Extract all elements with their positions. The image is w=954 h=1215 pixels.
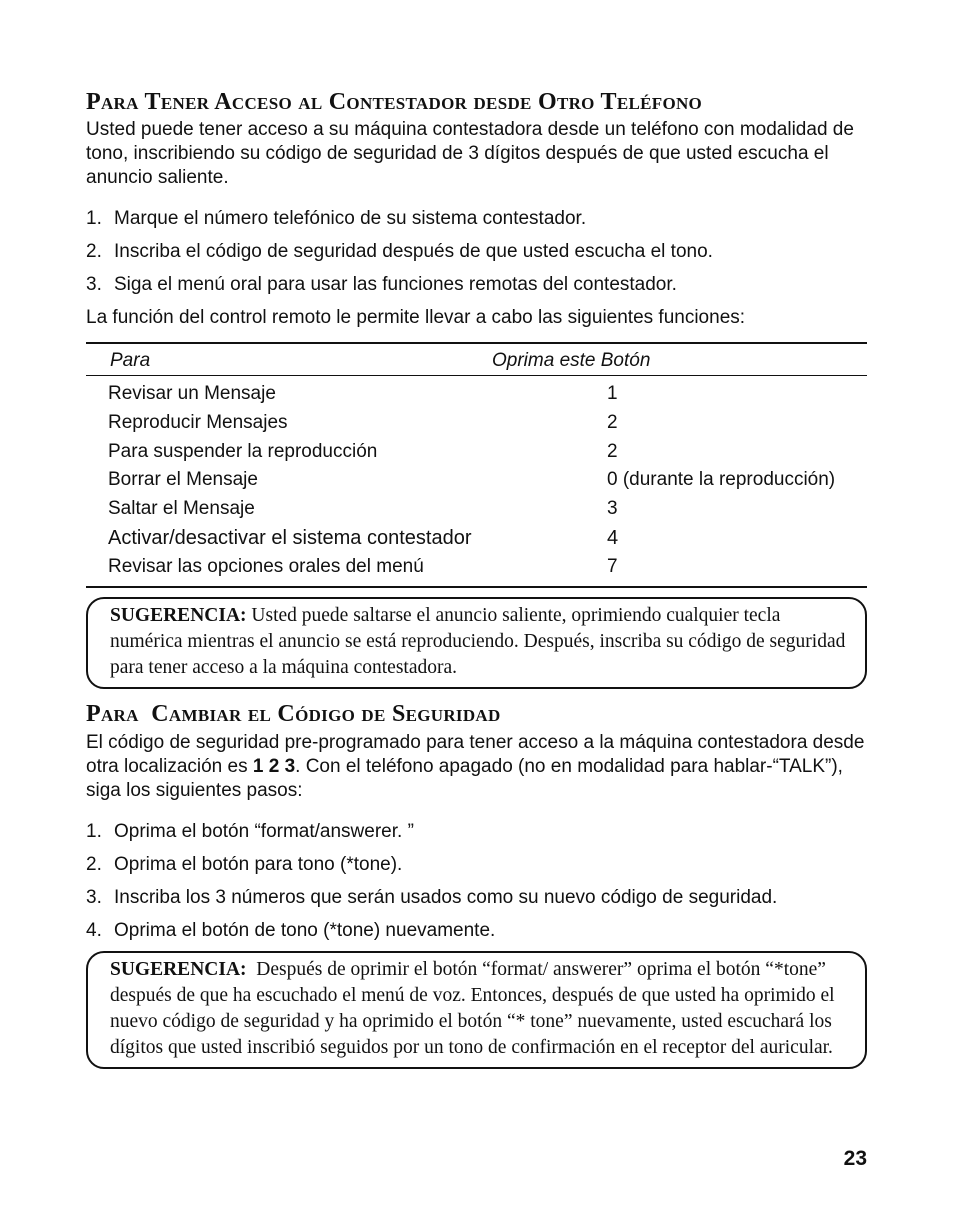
tip-box-outgoing bbox=[86, 597, 867, 689]
page-number: 23 bbox=[843, 1147, 867, 1170]
row-action: Reproducir Mensajes bbox=[108, 411, 288, 433]
list-item bbox=[86, 240, 867, 264]
remote-access-steps bbox=[86, 207, 867, 297]
list-item bbox=[86, 919, 867, 943]
step-number: 4. bbox=[86, 919, 102, 941]
page bbox=[86, 0, 867, 1069]
header-oprima: Oprima este Botón bbox=[492, 350, 651, 371]
step-text: Marque el número telefónico de su sistema contestador. bbox=[114, 208, 587, 229]
row-button: 4 bbox=[607, 526, 619, 549]
security-code-steps bbox=[86, 820, 867, 943]
row-action: Activar/desactivar el sistema contestador bbox=[108, 526, 472, 549]
step-text: Inscriba los 3 números que serán usados como su nuevo código de seguridad. bbox=[114, 886, 778, 908]
default-code: 1 2 3 bbox=[252, 755, 296, 777]
tip-box-tone bbox=[86, 951, 867, 1069]
intro-text-cont: . Con el teléfono apagado (no en modalidad para hablar-“TALK”), siga los siguientes pasos: bbox=[86, 755, 843, 801]
step-text: Inscriba el código de seguridad después de que usted escucha el tono. bbox=[114, 241, 713, 262]
section-heading-security-code: Para Cambiar el Código de Seguridad bbox=[86, 700, 501, 727]
row-action: Revisar un Mensaje bbox=[108, 383, 276, 404]
step-number: 2. bbox=[86, 241, 102, 262]
tip-label: SUGERENCIA: bbox=[110, 958, 247, 980]
step-number: 3. bbox=[86, 886, 102, 908]
step-number: 1. bbox=[86, 820, 102, 842]
row-action: Borrar el Mensaje bbox=[108, 469, 258, 491]
table-intro: La función del control remoto le permite llevar a cabo las siguientes funciones: bbox=[86, 307, 746, 328]
intro-text: El código de seguridad pre-programado para tener acceso a la máquina contestadora desde otra localización es bbox=[86, 731, 865, 777]
row-button: 3 bbox=[607, 498, 618, 520]
list-item bbox=[86, 820, 867, 844]
row-button: 0 (durante la reproducción) bbox=[607, 469, 836, 491]
table-row bbox=[108, 380, 867, 409]
table-row bbox=[108, 438, 867, 467]
list-item bbox=[86, 273, 867, 297]
step-text: Oprima el botón para tono (*tone). bbox=[114, 853, 403, 875]
step-text: Oprima el botón “format/answerer. ” bbox=[114, 820, 414, 842]
step-number: 1. bbox=[86, 208, 102, 229]
row-action: Para suspender la reproducción bbox=[108, 440, 378, 462]
table-row bbox=[108, 553, 867, 582]
row-button: 7 bbox=[607, 555, 618, 577]
step-text: Oprima el botón de tono (*tone) nuevamente. bbox=[114, 919, 496, 941]
row-button: 2 bbox=[607, 411, 618, 433]
table-row bbox=[108, 495, 867, 524]
list-item bbox=[86, 886, 867, 910]
tip-text: Usted puede saltarse el anuncio saliente, oprimiendo cualquier tecla numérica mientras el anuncio se está reproduciendo. Después, inscriba su código de seguridad para tener acceso a la máquina contestadora. bbox=[110, 604, 846, 678]
security-code-intro bbox=[86, 731, 867, 803]
row-action: Saltar el Mensaje bbox=[108, 498, 255, 520]
tip-text: Después de oprimir el botón “format/ answerer” oprima el botón “*tone” después de que ha escuchado el menú de voz. Entonces, después de que usted ha oprimido el nuevo código de seguridad y ha oprimido el botón “* tone” nuevamente, usted escuchará los dígitos que usted inscribió seguidos por un tono de confirmación en el receptor del auricular. bbox=[110, 958, 840, 1058]
section-heading-remote-access: Para Tener Acceso al Contestador desde Otro Teléfono bbox=[86, 89, 703, 115]
table-header bbox=[86, 344, 867, 376]
tip-label: SUGERENCIA: bbox=[110, 604, 247, 626]
table-row bbox=[108, 524, 867, 553]
table-row bbox=[108, 466, 867, 495]
list-item bbox=[86, 853, 867, 877]
row-action: Revisar las opciones orales del menú bbox=[108, 555, 424, 577]
remote-access-intro: Usted puede tener acceso a su máquina contestadora desde un teléfono con modalidad de tono, inscribiendo su código de seguridad de 3 dígitos después de que usted escucha el anuncio saliente. bbox=[86, 119, 854, 188]
row-button: 2 bbox=[607, 440, 618, 462]
step-number: 2. bbox=[86, 853, 102, 875]
table-row bbox=[108, 409, 867, 438]
row-button: 1 bbox=[607, 383, 618, 404]
table-body bbox=[86, 376, 867, 586]
list-item bbox=[86, 207, 867, 231]
remote-functions-table bbox=[86, 342, 867, 588]
step-number: 3. bbox=[86, 274, 102, 295]
header-para: Para bbox=[110, 350, 151, 371]
step-text: Siga el menú oral para usar las funciones remotas del contestador. bbox=[114, 274, 677, 295]
